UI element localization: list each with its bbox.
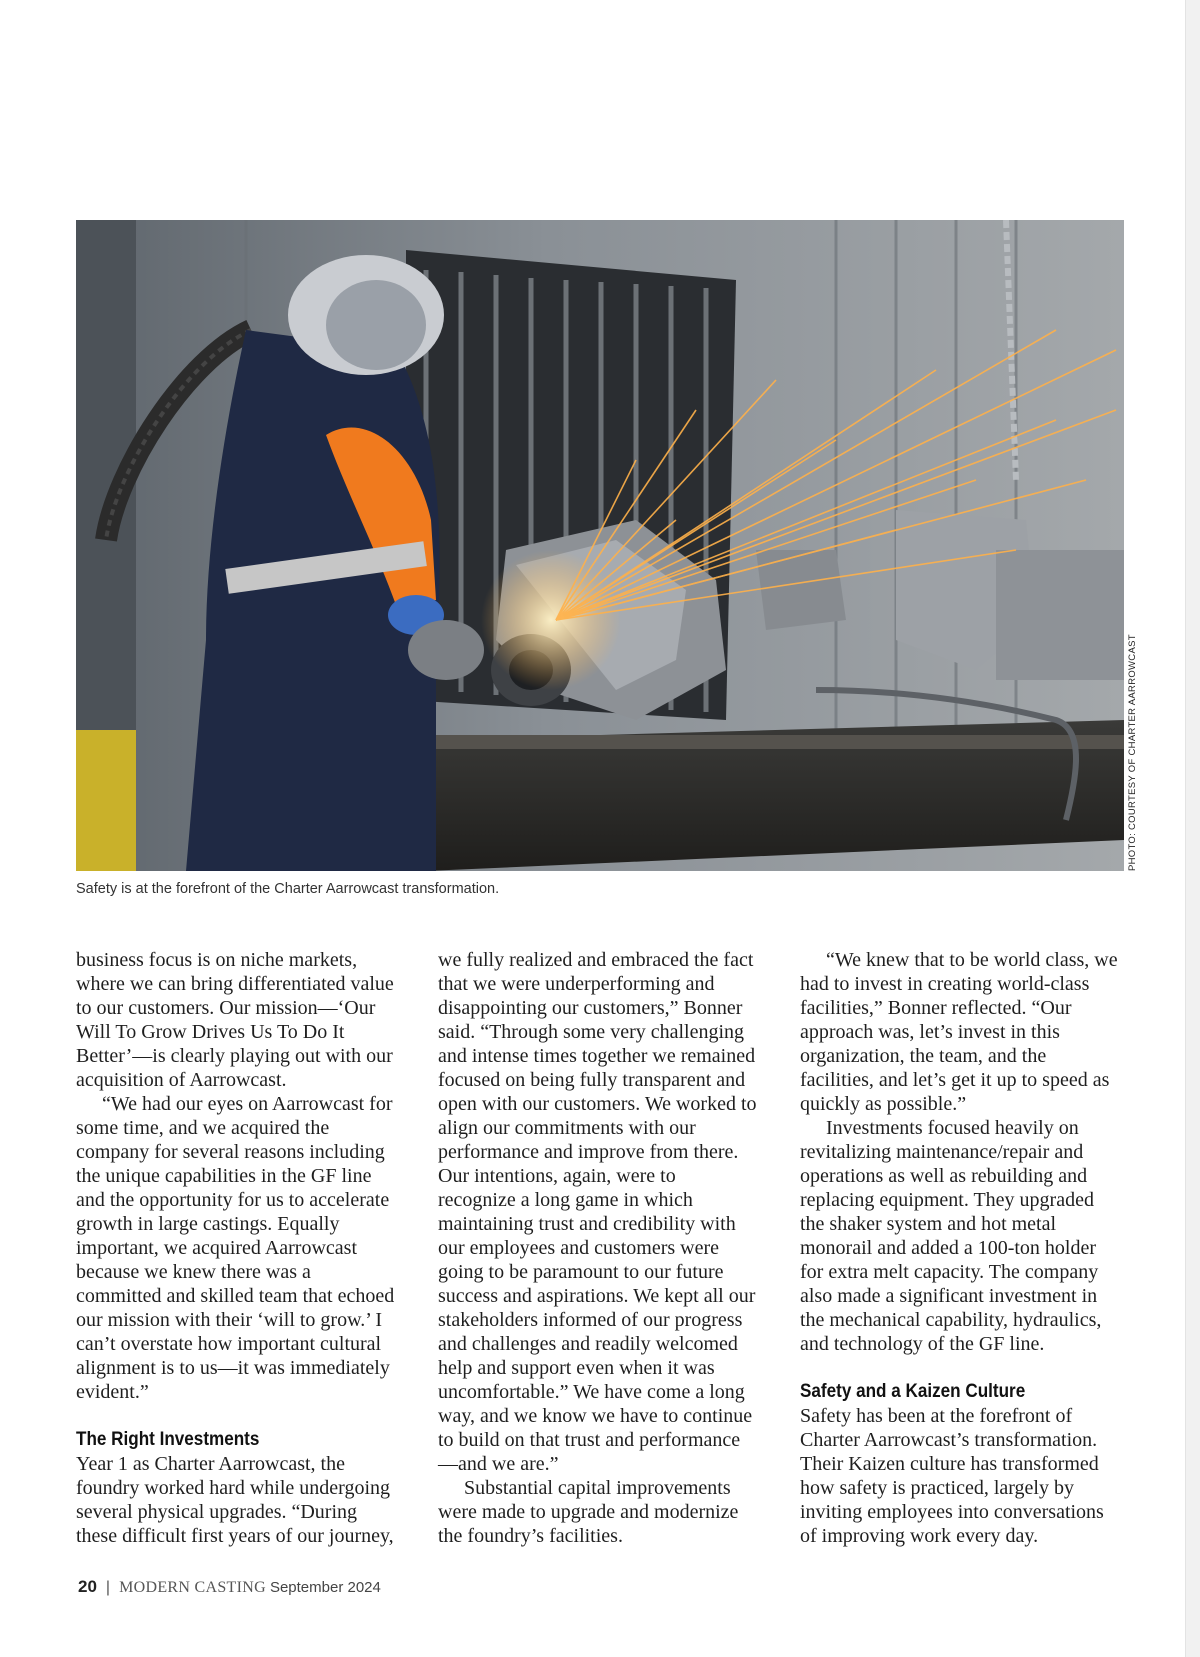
page-number: 20 <box>78 1577 97 1596</box>
paragraph: Year 1 as Charter Aarrowcast, the foundry worked hard while undergoing several physical upgrades. “During these difficult first years of our journey, <box>76 1453 394 1547</box>
paragraph: “We had our eyes on Aarrowcast for some time, and we acquired the company for several reasons including the unique capabilities in the GF line and the opportunity for us to accelerate growth in large castings. Equally important, we acquired Aarrowcast because we knew there was a committed and skilled team that echoed our mission with their ‘will to grow.’ I can’t overstate how important cultural alignment is to us—it was immediately evident.” <box>76 1093 395 1403</box>
article-column-3 <box>800 948 1120 1548</box>
foundry-photo <box>76 220 1124 871</box>
paragraph: Safety has been at the forefront of Charter Aarrowcast’s transformation. Their Kaizen culture has transformed how safety is practiced, largely by inviting employees into conversations of improving work every day. <box>800 1405 1104 1547</box>
publication-name: MODERN CASTING <box>119 1579 266 1596</box>
section-heading-safety-kaizen: Safety and a Kaizen Culture <box>800 1381 1026 1402</box>
section-heading-right-investments: The Right Investments <box>76 1429 260 1450</box>
page-edge <box>1185 0 1200 1657</box>
article-column-1 <box>76 948 396 1548</box>
paragraph: Investments focused heavily on revitalizing maintenance/repair and operations as well as rebuilding and replacing equipment. They upgraded the shaker system and hot metal monorail and added a 100-ton holder for extra melt capacity. The company also made a significant investment in the mechanical capability, hydraulics, and technology of the GF line. <box>800 1117 1102 1355</box>
issue-date: September 2024 <box>269 1579 381 1596</box>
paragraph: Substantial capital improvements were made to upgrade and modernize the foundry’s facilities. <box>438 1477 739 1547</box>
paragraph: “We knew that to be world class, we had to invest in creating world-class facilities,” Bonner reflected. “Our approach was, let’s invest in this organization, the team, and the facilities, and let’s get it up to speed as quickly as possible.” <box>800 949 1118 1115</box>
paragraph: business focus is on niche markets, where we can bring differentiated value to our customers. Our mission––‘Our Will To Grow Drives Us To Do It Better’—is clearly playing out with our acquisition of Aarrowcast. <box>76 949 394 1091</box>
photo-caption: Safety is at the forefront of the Charter Aarrowcast transformation. <box>76 881 500 897</box>
photo-credit: PHOTO: COURTESY OF CHARTER AARROWCAST <box>1127 634 1138 871</box>
article-column-2 <box>438 948 758 1548</box>
footer-separator: | <box>105 1579 111 1596</box>
paragraph: we fully realized and embraced the fact that we were underperforming and disappointing our customers,” Bonner said. “Through some very challenging and intense times together we remained focused on being fully transparent and open with our customers. We worked to align our commitments with our performance and improve from there. Our intentions, again, were to recognize a long game in which maintaining trust and credibility with our employees and customers were going to be paramount to our future success and aspirations. We kept all our stakeholders informed of our progress and challenges and readily welcomed help and support even when it was uncomfortable.” We have come a long way, and we know we have to continue to build on that trust and performance—and we are.” <box>438 949 757 1475</box>
page-footer <box>78 1577 381 1597</box>
